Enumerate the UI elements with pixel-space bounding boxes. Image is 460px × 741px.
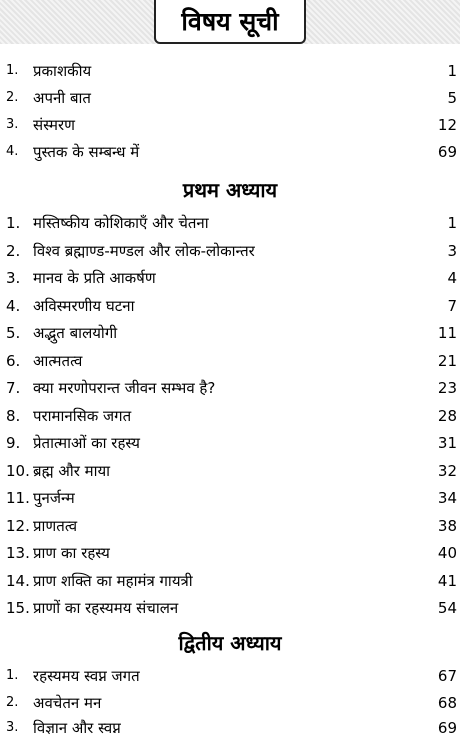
toc-label: ब्रह्म और माया	[33, 462, 111, 480]
toc-page: 12	[437, 116, 457, 134]
page-title: विषय सूची	[181, 7, 279, 36]
toc-number: 1.	[6, 214, 21, 232]
toc-row	[0, 210, 460, 236]
toc-label: परामानसिक जगत	[33, 407, 132, 425]
toc-number: 14.	[6, 572, 30, 590]
toc-row	[0, 690, 460, 716]
toc-page: 40	[437, 544, 457, 562]
toc-number: 3.	[6, 269, 21, 287]
toc-label: क्या मरणोपरान्त जीवन सम्भव है?	[33, 379, 216, 397]
toc-page: 5	[447, 89, 457, 107]
toc-label: प्राणों का रहस्यमय संचालन	[33, 599, 179, 617]
toc-label: मानव के प्रति आकर्षण	[33, 269, 156, 287]
toc-row	[0, 663, 460, 689]
toc-row	[0, 595, 460, 621]
toc-page: 11	[437, 324, 457, 342]
toc-page: 69	[437, 719, 457, 737]
toc-label: विश्व ब्रह्माण्ड-मण्डल और लोक-लोकान्तर	[33, 242, 255, 260]
toc-row	[0, 58, 460, 84]
toc-label: प्राणतत्व	[33, 517, 78, 535]
toc-label: पुस्तक के सम्बन्ध में	[33, 143, 140, 161]
toc-label: प्रकाशकीय	[33, 62, 92, 80]
toc-page: 31	[437, 434, 457, 452]
title-banner	[0, 0, 460, 44]
toc-page: 7	[447, 297, 457, 315]
toc-page: 1	[447, 62, 457, 80]
toc-number: 1.	[6, 63, 19, 78]
toc-row	[0, 430, 460, 456]
toc-label: प्राण शक्ति का महामंत्र गायत्री	[33, 572, 193, 590]
toc-row	[0, 112, 460, 138]
toc-number: 7.	[6, 379, 21, 397]
title-box	[154, 0, 306, 44]
toc-number: 10.	[6, 462, 30, 480]
section-heading: प्रथम अध्याय	[182, 178, 278, 202]
section-heading: द्वितीय अध्याय	[178, 631, 282, 655]
toc-page: 67	[437, 667, 457, 685]
toc-label: प्रेतात्माओं का रहस्य	[33, 434, 140, 452]
toc-page: 38	[437, 517, 457, 535]
toc-row	[0, 320, 460, 346]
toc-number: 11.	[6, 489, 30, 507]
toc-page: 23	[437, 379, 457, 397]
toc-label: आत्मतत्व	[33, 352, 83, 370]
toc-row	[0, 375, 460, 401]
toc-page: 54	[437, 599, 457, 617]
toc-label: अवचेतन मन	[33, 694, 102, 712]
toc-label: विज्ञान और स्वप्न	[33, 719, 121, 737]
toc-number: 1.	[6, 668, 19, 683]
toc-page: 3	[447, 242, 457, 260]
toc-number: 5.	[6, 324, 21, 342]
toc-number: 3.	[6, 720, 19, 735]
toc-row	[0, 403, 460, 429]
toc-label: मस्तिष्कीय कोशिकाएँ और चेतना	[33, 214, 209, 232]
toc-row	[0, 265, 460, 291]
toc-number: 2.	[6, 695, 19, 710]
toc-label: संस्मरण	[33, 116, 75, 134]
toc-number: 4.	[6, 144, 19, 159]
toc-number: 9.	[6, 434, 21, 452]
toc-row	[0, 348, 460, 374]
toc-row	[0, 458, 460, 484]
toc-label: अपनी बात	[33, 89, 91, 107]
toc-page: 1	[447, 214, 457, 232]
toc-number: 12.	[6, 517, 30, 535]
toc-row	[0, 293, 460, 319]
toc-number: 2.	[6, 242, 21, 260]
toc-number: 6.	[6, 352, 21, 370]
toc-label: अविस्मरणीय घटना	[33, 297, 135, 315]
toc-row	[0, 139, 460, 165]
toc-page: 34	[437, 489, 457, 507]
toc-number: 15.	[6, 599, 30, 617]
toc-row	[0, 568, 460, 594]
toc-number: 3.	[6, 117, 19, 132]
toc-number: 2.	[6, 90, 19, 105]
toc-page: 69	[437, 143, 457, 161]
toc-row	[0, 85, 460, 111]
toc-row	[0, 485, 460, 511]
toc-number: 4.	[6, 297, 21, 315]
toc-row	[0, 513, 460, 539]
toc-row	[0, 238, 460, 264]
toc-row	[0, 715, 460, 741]
toc-number: 8.	[6, 407, 21, 425]
toc-page: 21	[437, 352, 457, 370]
toc-label: अद्भुत बालयोगी	[33, 324, 118, 342]
toc-page: 32	[437, 462, 457, 480]
toc-page: 28	[437, 407, 457, 425]
toc-page: 4	[447, 269, 457, 287]
toc-row	[0, 540, 460, 566]
toc-label: पुनर्जन्म	[33, 489, 75, 507]
toc-label: प्राण का रहस्य	[33, 544, 110, 562]
toc-number: 13.	[6, 544, 30, 562]
toc-page: 68	[437, 694, 457, 712]
toc-page: 41	[437, 572, 457, 590]
toc-label: रहस्यमय स्वप्न जगत	[33, 667, 140, 685]
